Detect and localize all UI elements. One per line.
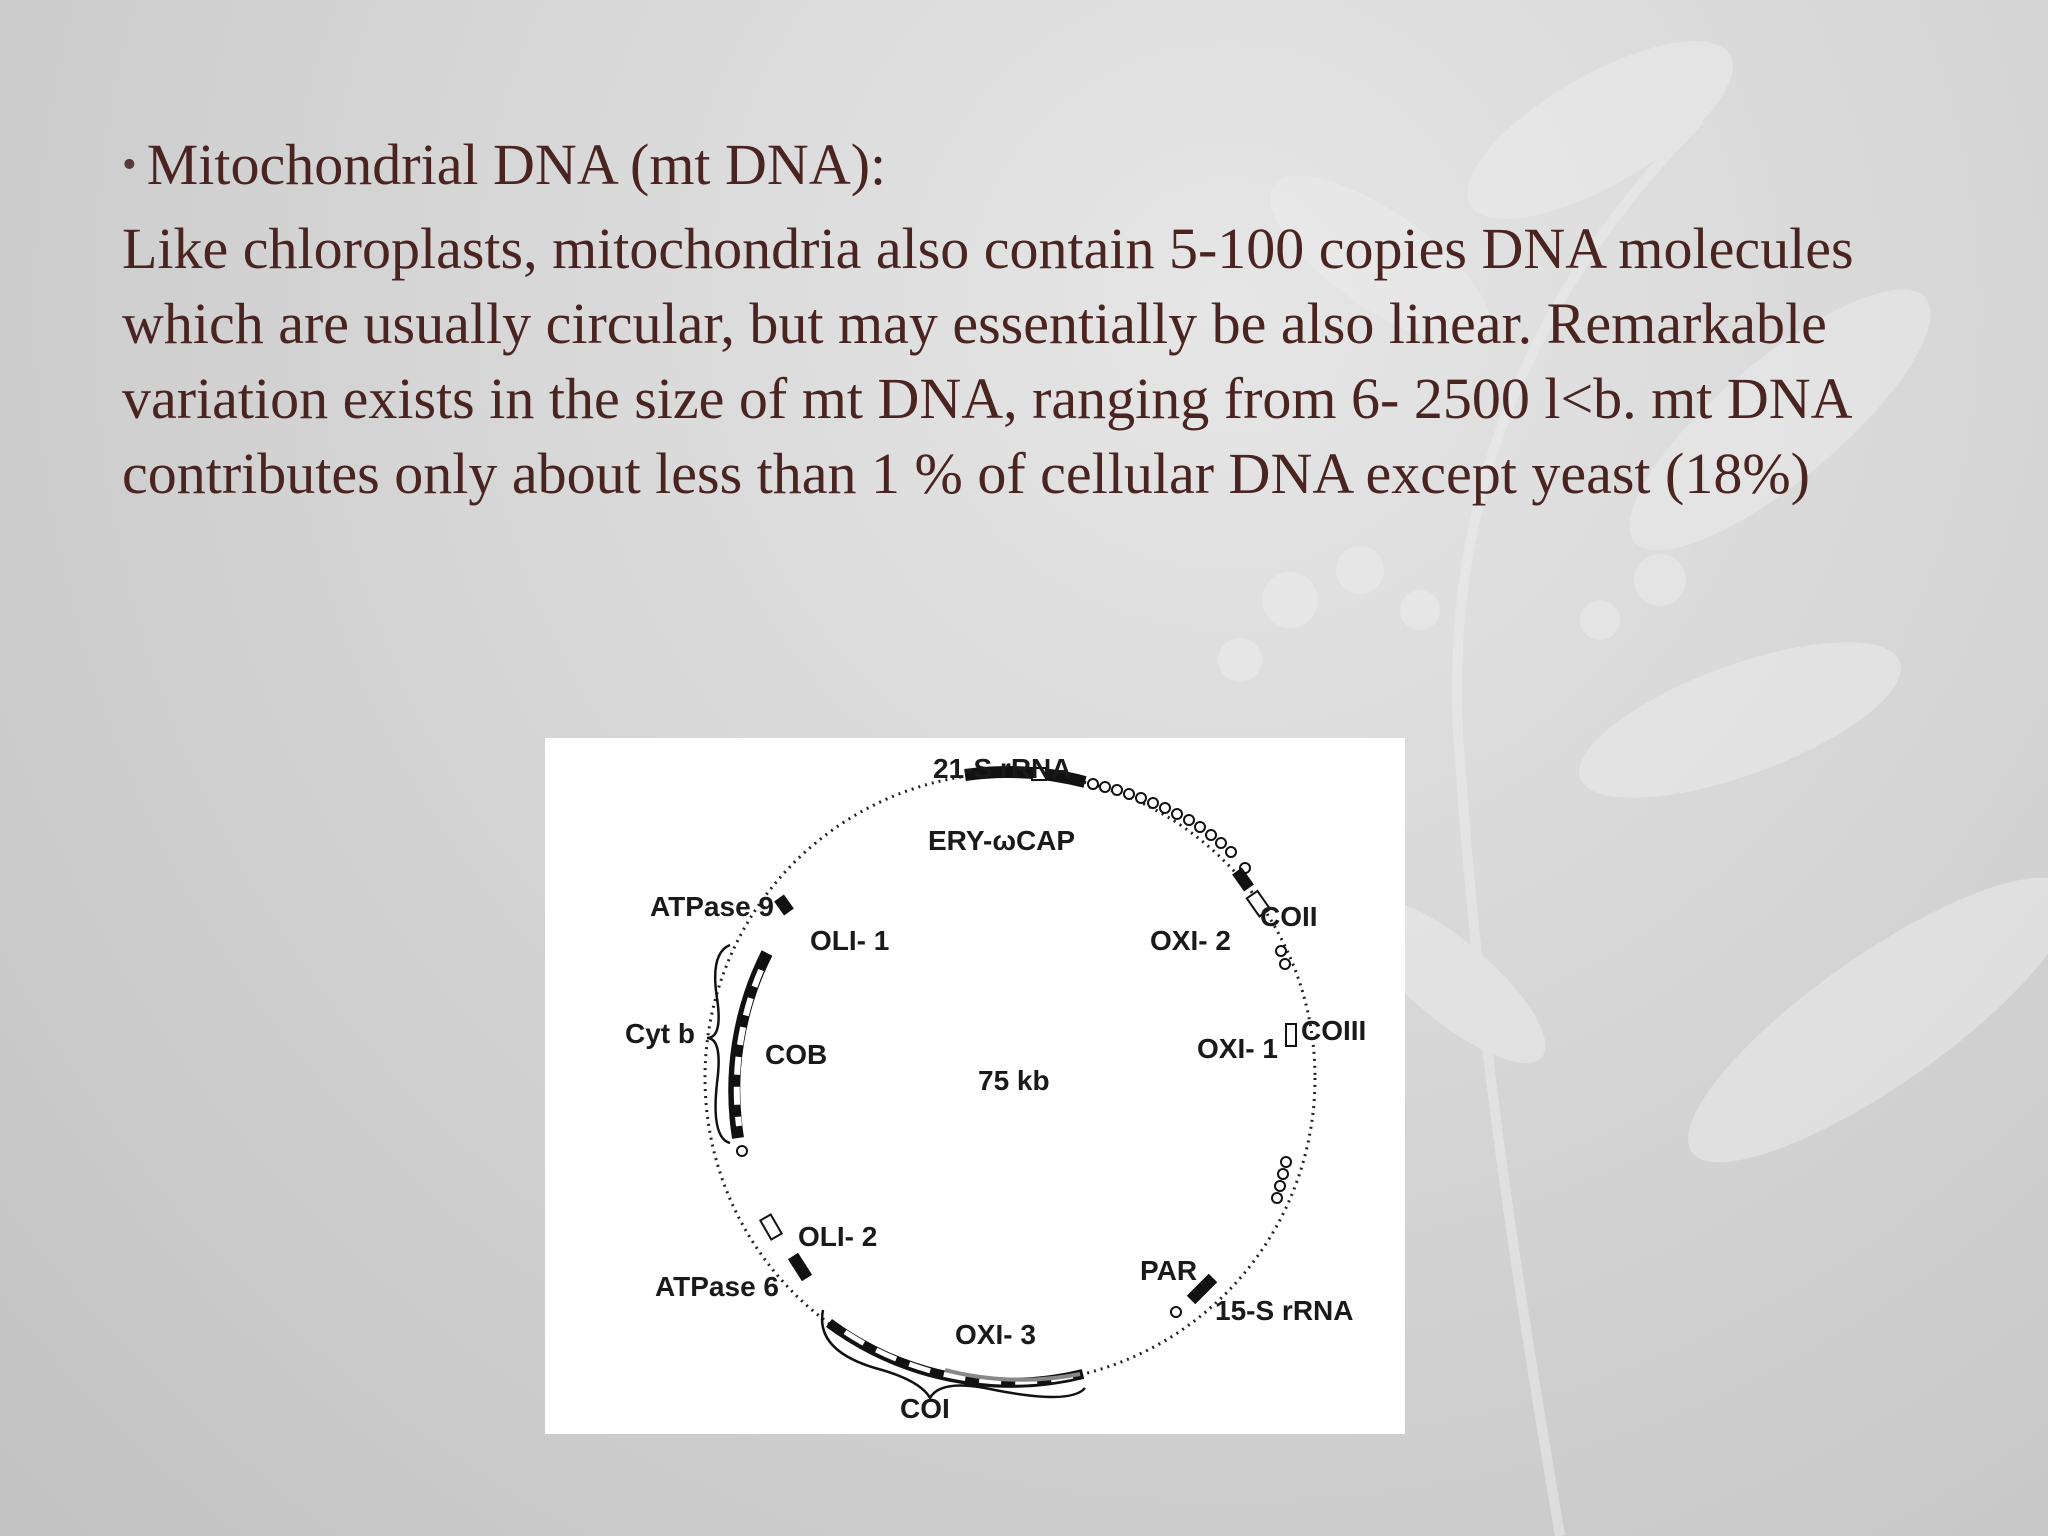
label-oli1: OLI- 1	[810, 925, 890, 956]
label-par: PAR	[1140, 1255, 1198, 1286]
bullet-text: Mitochondrial DNA (mt DNA):	[146, 132, 887, 197]
label-atpase6: ATPase 6	[655, 1271, 779, 1302]
gene-oli2-mark	[760, 1214, 781, 1239]
label-15s-rrna: 15-S rRNA	[1215, 1295, 1354, 1326]
label-coiii: COIII	[1301, 1015, 1367, 1046]
trna-cluster-right	[1276, 946, 1290, 969]
gene-atpase6-mark	[793, 1256, 807, 1278]
label-atpase9: ATPase 9	[650, 891, 774, 922]
gene-cob-mark	[734, 953, 767, 1138]
label-ery-wcap: ERY-ωCAP	[928, 825, 1076, 856]
par-mark	[1171, 1307, 1181, 1317]
cytb-brace	[707, 945, 730, 1143]
mtdna-map-figure	[545, 738, 1405, 1434]
label-21s-rrna: 21-S rRNA	[933, 753, 1072, 784]
label-cob: COB	[765, 1039, 828, 1070]
label-coii: COII	[1260, 901, 1318, 932]
text-block	[122, 125, 1882, 511]
body-paragraph: Like chloroplasts, mitochondria also contain 5-100 copies DNA molecules which are usually circular, but may essentially be also linear. Remarkable variation exists in the size of mt DNA, ranging from 6- 2500 l<b. mt DNA contributes only about less than 1 % of cellular DNA except yeast (18%)	[122, 216, 1854, 506]
label-oli2: OLI- 2	[798, 1221, 878, 1252]
label-oxi3: OXI- 3	[955, 1319, 1036, 1350]
label-center-size: 75 kb	[978, 1065, 1050, 1096]
bullet-heading	[122, 125, 1882, 205]
label-oxi2: OXI- 2	[1150, 925, 1231, 956]
small-marker-left-lower	[737, 1146, 747, 1156]
trna-cluster-lower-right	[1272, 1157, 1291, 1203]
label-cytb: Cyt b	[625, 1018, 695, 1049]
gene-atpase9-mark	[779, 898, 789, 912]
gene-coiii-mark	[1286, 1024, 1296, 1046]
trna-cluster-top	[1088, 779, 1250, 873]
label-oxi1: OXI- 1	[1197, 1033, 1278, 1064]
label-coi: COI	[900, 1393, 950, 1424]
bullet-dot: •	[122, 142, 137, 188]
mtdna-circular-map	[545, 738, 1405, 1434]
